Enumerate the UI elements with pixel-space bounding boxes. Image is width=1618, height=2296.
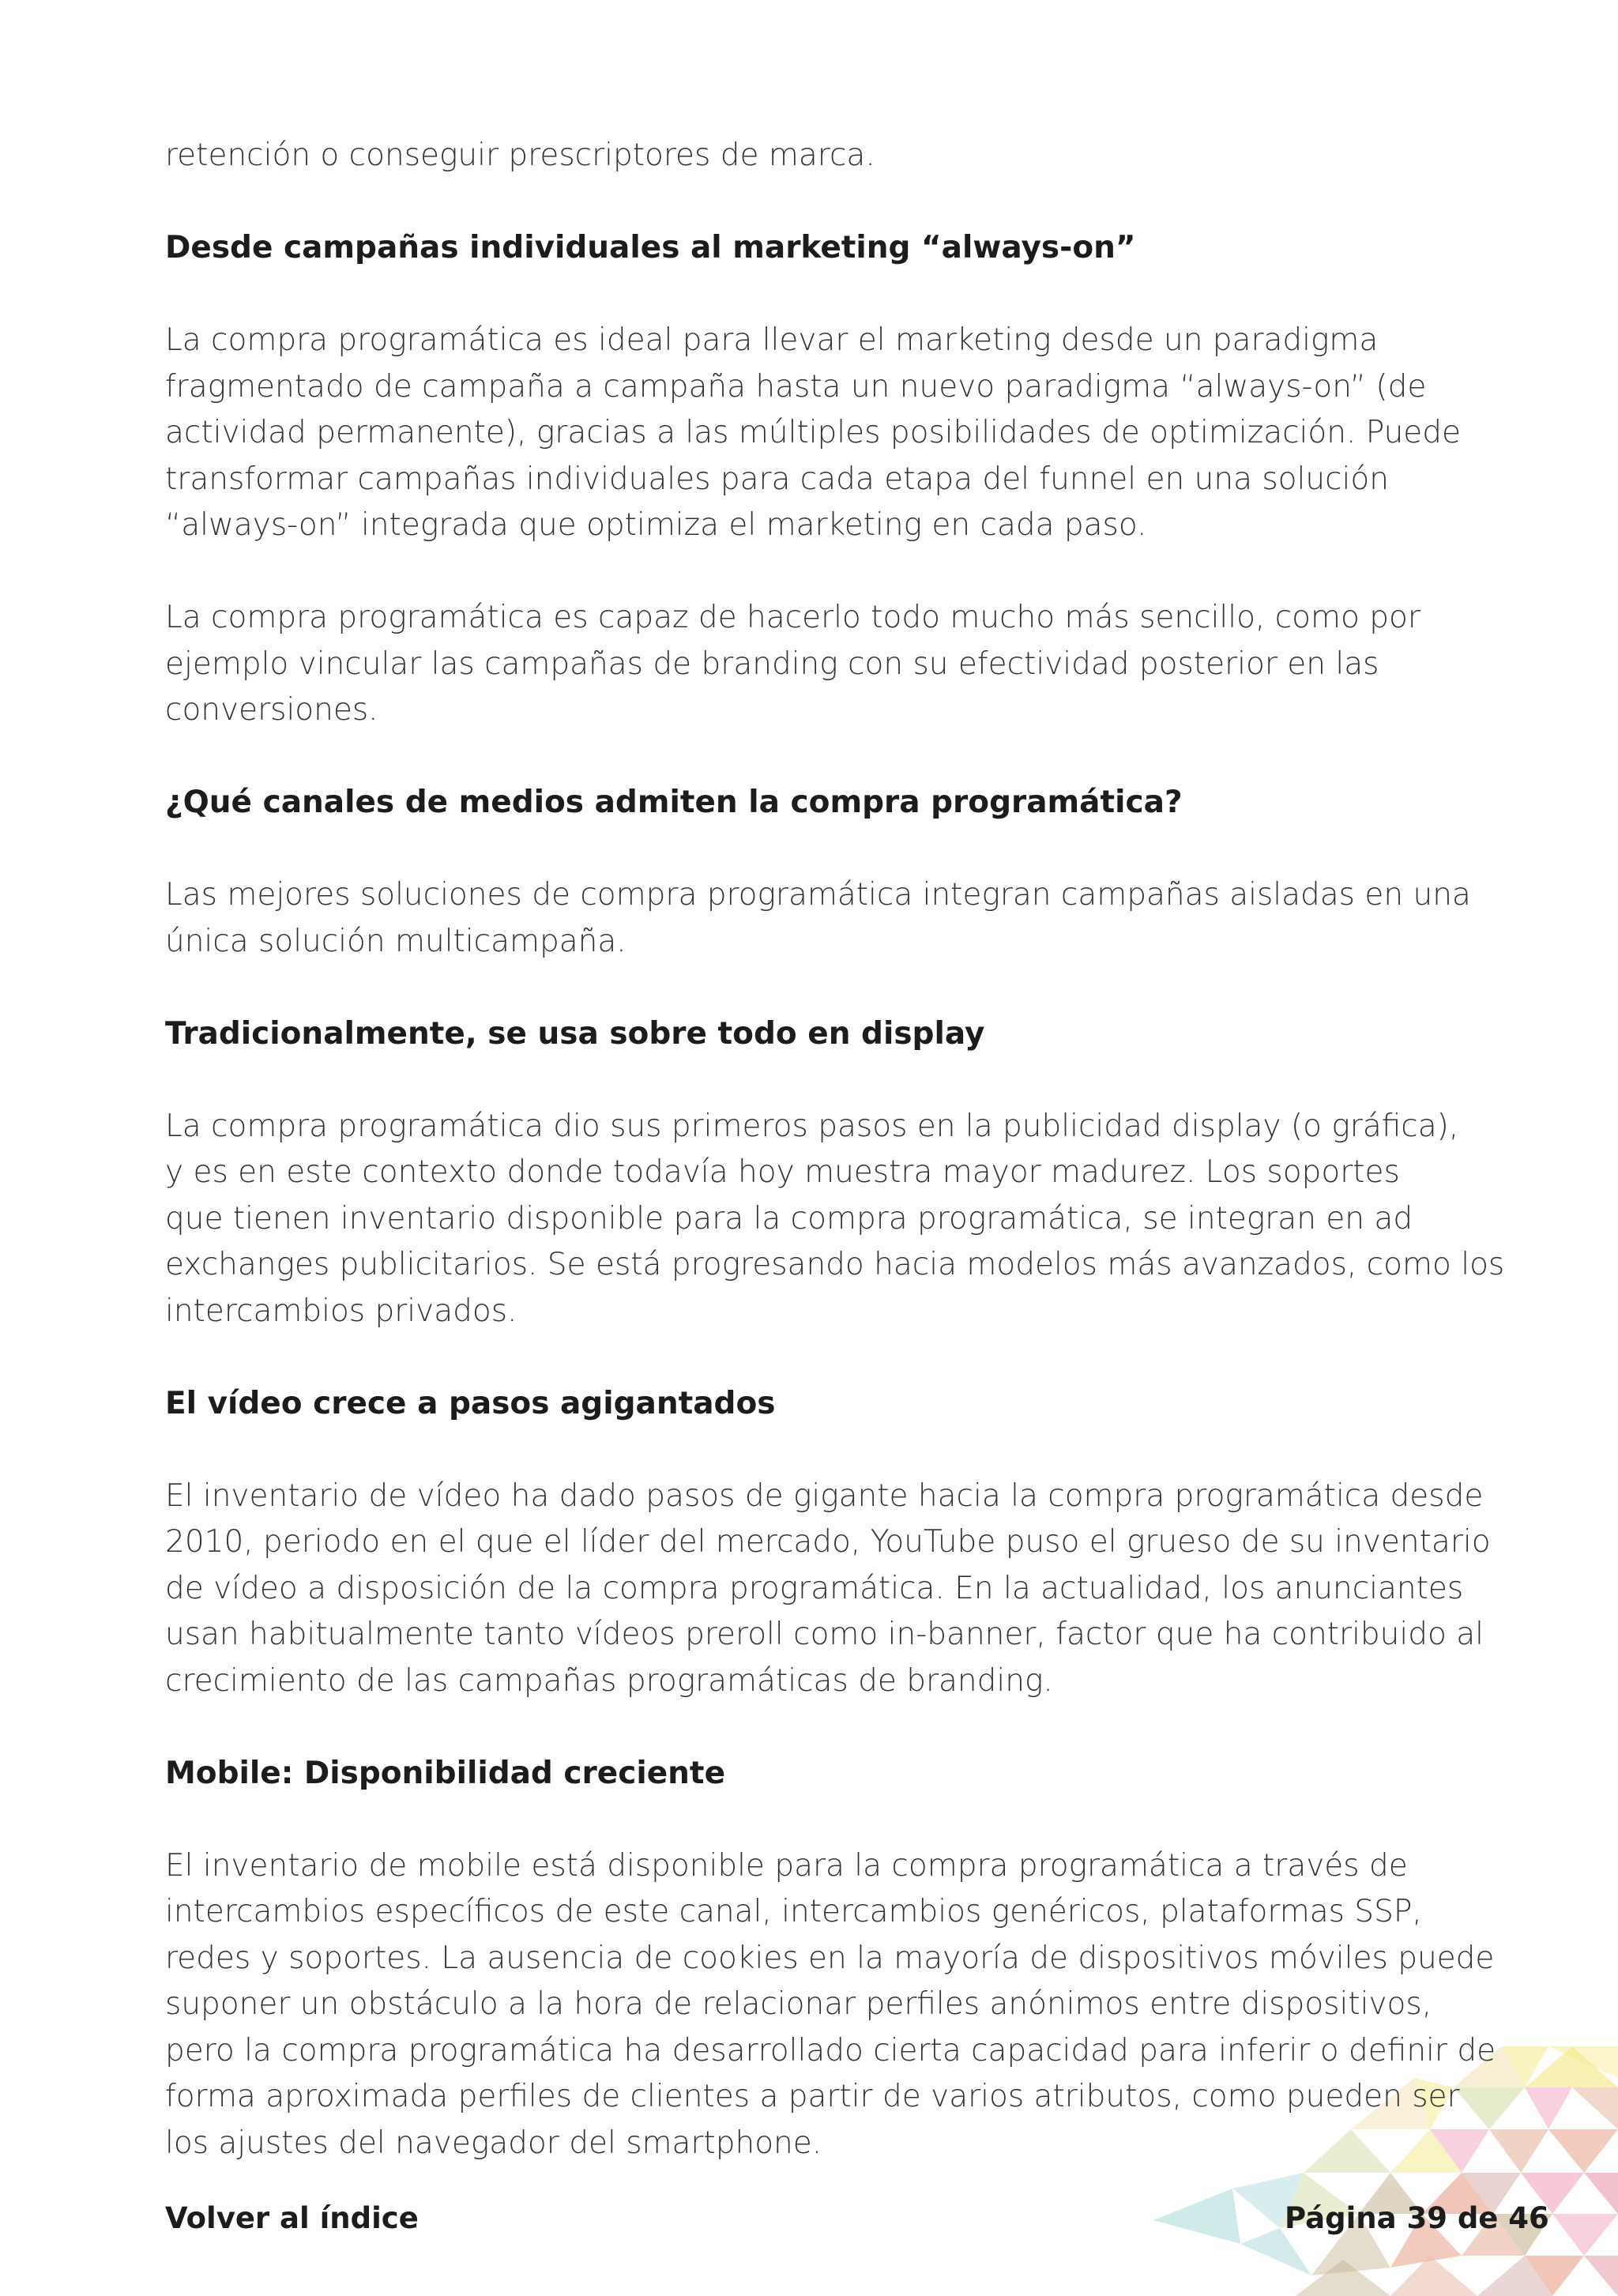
text-line: usan habitualmente tanto vídeos preroll como in-banner, factor que ha contribuido al [165, 1617, 1484, 1652]
section-heading-always-on: Desde campañas individuales al marketing “always-on” [165, 230, 1136, 265]
text-line: de vídeo a disposición de la compra programática. En la actualidad, los anunciantes [165, 1570, 1464, 1606]
text-line: única solución multicampaña. [165, 923, 627, 959]
text-line: suponer un obstáculo a la hora de relacionar perfiles anónimos entre dispositivos, [165, 1986, 1432, 2022]
text-line: y es en este contexto donde todavía hoy muestra mayor madurez. Los soportes [165, 1154, 1400, 1190]
text-line: forma aproximada perfiles de clientes a partir de varios atributos, como pueden ser [165, 2079, 1460, 2114]
section-heading-video: El vídeo crece a pasos agigantados [165, 1385, 776, 1421]
text-line: La compra programática dio sus primeros pasos en la publicidad display (o gráfica), [165, 1108, 1459, 1144]
text-line: retención o conseguir prescriptores de marca. [165, 137, 875, 173]
text-line: que tienen inventario disponible para la compra programática, se integran en ad [165, 1200, 1413, 1236]
back-to-index-link[interactable]: Volver al índice [165, 2201, 419, 2235]
text-line: El inventario de vídeo ha dado pasos de gigante hacia la compra programática desde [165, 1477, 1484, 1514]
text-line: conversiones. [165, 692, 378, 728]
text-line: crecimiento de las campañas programáticas de branding. [165, 1662, 1053, 1699]
page-number: Página 39 de 46 [1285, 2201, 1549, 2235]
text-line: intercambios privados. [165, 1293, 517, 1329]
text-line: transformar campañas individuales para cada etapa del funnel en una solución [165, 461, 1389, 497]
paragraph-display [165, 1104, 1524, 1335]
section-heading-mobile: Mobile: Disponibilidad creciente [165, 1755, 726, 1791]
text-line: ejemplo vincular las campañas de branding con su efectividad posterior en las [165, 646, 1379, 682]
text-line: 2010, periodo en el que el líder del mercado, YouTube puso el grueso de su inventario [165, 1524, 1491, 1560]
section-heading-media-channels: ¿Qué canales de medios admiten la compra programática? [165, 785, 1183, 820]
text-line: exchanges publicitarios. Se está progresando hacia modelos más avanzados, como los [165, 1247, 1505, 1282]
text-line: pero la compra programática ha desarrollado cierta capacidad para inferir o definir de [165, 2032, 1496, 2068]
mosaic-triangle [1552, 2214, 1618, 2256]
text-line: “always-on” integrada que optimiza el marketing en cada paso. [165, 507, 1147, 543]
section-heading-display: Tradicionalmente, se usa sobre todo en display [165, 1015, 985, 1052]
text-line: actividad permanente), gracias a las múltiples posibilidades de optimización. Puede [165, 415, 1462, 450]
paragraph-mobile [165, 1843, 1524, 2167]
text-line: intercambios específicos de este canal, intercambios genéricos, plataformas SSP, [165, 1894, 1422, 1929]
text-line: los ajustes del navegador del smartphone. [165, 2125, 822, 2161]
text-line: La compra programática es capaz de hacerlo todo mucho más sencillo, como por [165, 600, 1420, 635]
mosaic-triangle [1548, 2129, 1618, 2173]
mosaic-triangle [1584, 2173, 1618, 2214]
paragraph-video [165, 1474, 1524, 1705]
paragraph-branding [165, 595, 1524, 734]
mosaic-triangle [1153, 2189, 1240, 2244]
paragraph-always-on [165, 318, 1524, 549]
paragraph-intro [165, 133, 1524, 179]
document-body [165, 133, 1524, 2166]
text-line: fragmentado de campaña a campaña hasta un nuevo paradigma “always-on” (de [165, 368, 1427, 405]
text-line: Las mejores soluciones de compra programática integran campañas aisladas en una [165, 877, 1471, 913]
mosaic-triangle [1584, 2256, 1618, 2296]
mosaic-triangle [1572, 2087, 1618, 2129]
paragraph-media-channels [165, 872, 1524, 965]
text-line: redes y soportes. La ausencia de cookies en la mayoría de dispositivos móviles puede [165, 1940, 1495, 1976]
text-line: El inventario de mobile está disponible para la compra programática a través de [165, 1847, 1408, 1884]
text-line: La compra programática es ideal para llevar el marketing desde un paradigma [165, 322, 1379, 358]
mosaic-triangle [1525, 2087, 1572, 2129]
